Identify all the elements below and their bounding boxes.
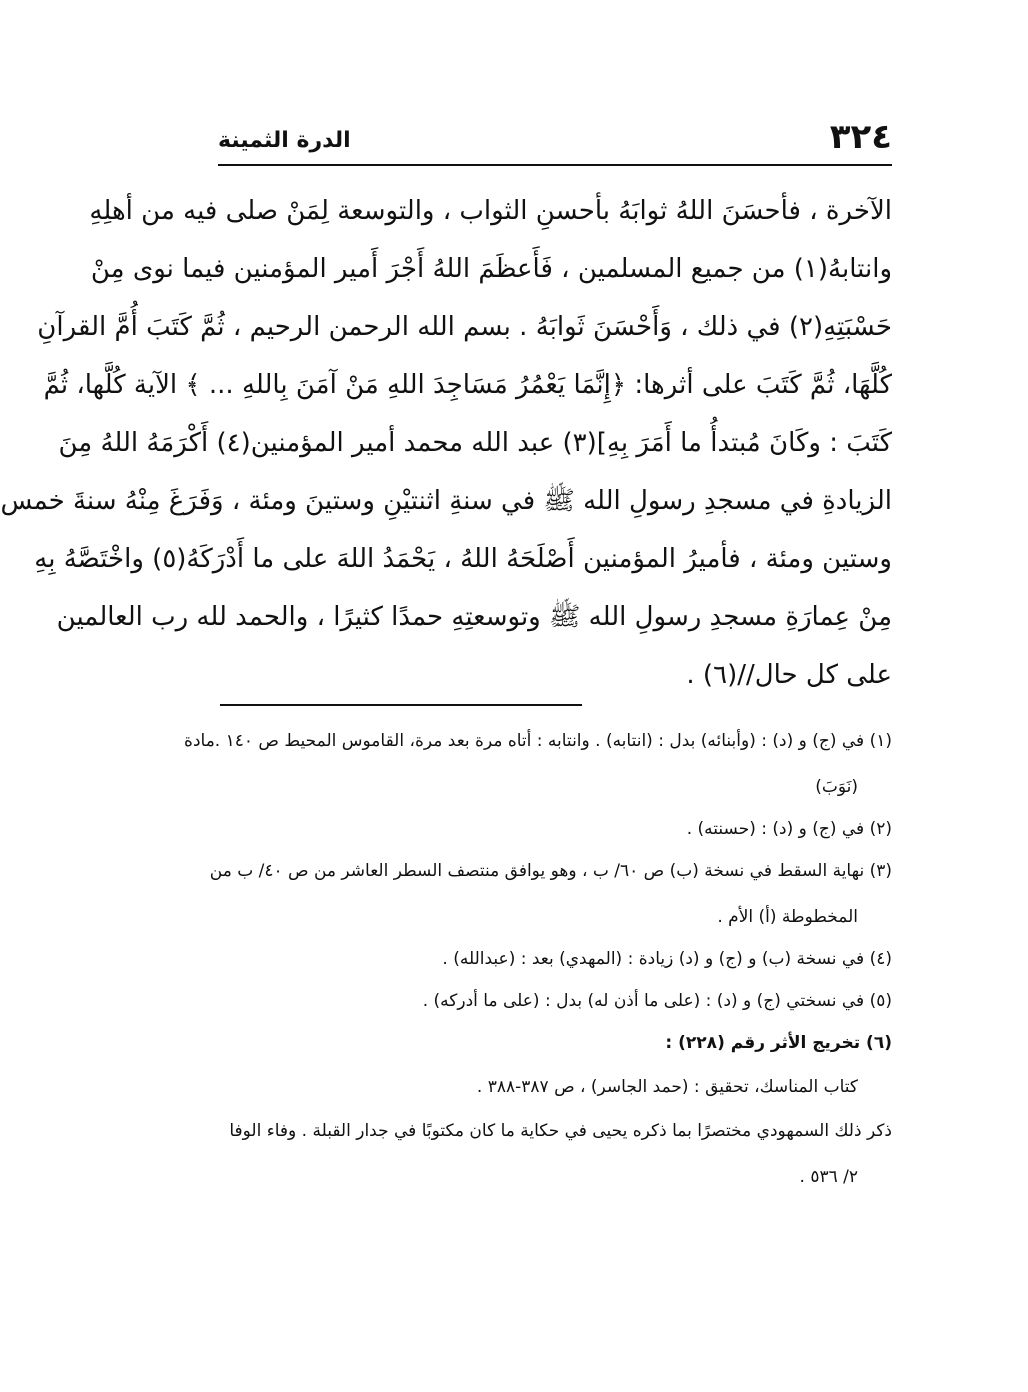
text-line-6: الزيادةِ في مسجدِ رسولِ الله ﷺ في سنةِ اثنتيْنِ وستينَ ومئة ، وَفَرَغَ مِنْهُ سنةَ خمس <box>0 486 892 516</box>
page-number: ٣٢٤ <box>829 117 892 157</box>
footnote-3 <box>209 858 892 930</box>
footnote-6-line-2: كتاب المناسك، تحقيق : (حمد الجاسر) ، ص ٣٨٧-٣٨٨ . <box>476 1077 858 1097</box>
text-line-3: حَسْبَتِهِ(٢) في ذلك ، وَأَحْسَنَ ثَوابَهُ . بسم الله الرحمن الرحيم ، ثُمَّ كَتَبَ أُمَّ القرآنِ <box>37 312 892 342</box>
footnote-6-line-4: ٢/ ٥٣٦ . <box>799 1167 858 1187</box>
footnote-6 <box>218 1030 892 1190</box>
footnote-1-line-1: (١) في (ج) و (د) : (وأبنائه) بدل : (انتابه) . وانتابه : أتاه مرة بعد مرة، القاموس المحيط ص ١٤٠ .مادة <box>184 731 892 751</box>
text-line-5: كَتَبَ : وكَانَ مُبتدأُ ما أَمَرَ بِهِ](٣) عبد الله محمد أمير المؤمنين(٤) أَكْرَمَهُ اللهُ مِنَ <box>58 428 892 458</box>
main-text-body <box>0 182 892 704</box>
footnote-2 <box>218 816 892 842</box>
footnote-2-line-1: (٢) في (ج) و (د) : (حسنته) . <box>686 819 892 839</box>
footnote-1 <box>184 728 892 800</box>
footnote-3-line-1: (٣) نهاية السقط في نسخة (ب) ص ٦٠/ ب ، وهو يوافق منتصف السطر العاشر من ص ٤٠/ ب من <box>209 861 892 881</box>
text-line-2: وانتابهُ(١) من جميع المسلمين ، فَأَعظَمَ اللهُ أَجْرَ أَمير المؤمنين فيما نوى مِنْ <box>90 254 892 284</box>
text-line-9: على كل حال//(٦) . <box>686 660 892 690</box>
footnote-divider <box>220 704 582 706</box>
footnotes <box>184 728 892 1206</box>
footnote-5 <box>218 988 892 1014</box>
running-title: الدرة الثمينة <box>218 128 351 153</box>
footnote-4 <box>218 946 892 972</box>
header-divider <box>218 164 892 166</box>
text-line-1: الآخرة ، فأحسَنَ اللهُ ثوابَهُ بأحسنِ الثواب ، والتوسعة لِمَنْ صلى فيه من أهلِهِ <box>89 196 892 226</box>
text-line-8: مِنْ عِمارَةِ مسجدِ رسولِ الله ﷺ وتوسعتِهِ حمدًا كثيرًا ، والحمد لله رب العالمين <box>56 602 892 632</box>
footnote-6-line-3: ذكر ذلك السمهودي مختصرًا بما ذكره يحيى في حكاية ما كان مكتوبًا في جدار القبلة . وفاء الوفا <box>229 1121 892 1141</box>
text-line-4: كُلَّهَا، ثُمَّ كَتَبَ على أثرها: ﴿إِنَّمَا يَعْمُرُ مَسَاجِدَ اللهِ مَنْ آمَنَ بِاللهِ ... ﴾ الآية كُلَّها، ثُمَّ <box>43 370 892 400</box>
footnote-6-heading: (٦) تخريج الأثر رقم (٢٢٨) : <box>665 1033 892 1053</box>
footnote-5-line-1: (٥) في نسختي (ج) و (د) : (على ما أذن له) بدل : (على ما أدركه) . <box>422 991 892 1011</box>
footnote-3-line-2: المخطوطة (أ) الأم . <box>717 907 858 927</box>
footnote-1-line-2: (نَوَبَ) <box>815 777 858 797</box>
text-line-7: وستين ومئة ، فأميرُ المؤمنين أَصْلَحَهُ اللهُ ، يَحْمَدُ اللهَ على ما أَدْرَكَهُ(٥) واخْتَصَّهُ بِهِ <box>34 544 892 574</box>
page-header <box>218 117 892 160</box>
footnote-4-line-1: (٤) في نسخة (ب) و (ج) و (د) زيادة : (المهدي) بعد : (عبدالله) . <box>442 949 892 969</box>
